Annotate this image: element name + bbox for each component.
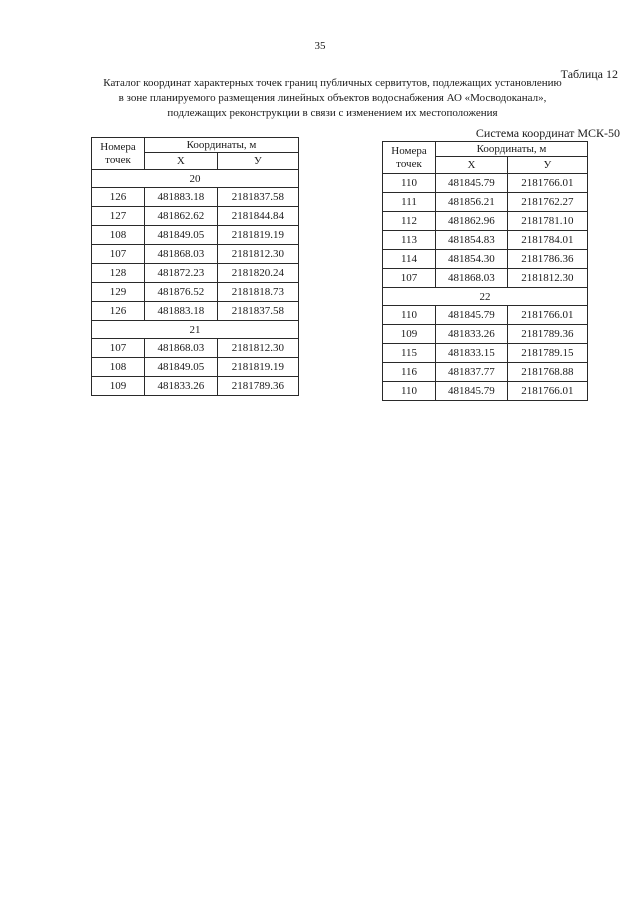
table-row: [92, 264, 299, 283]
point-number-header: [92, 138, 145, 170]
x-header: Х: [145, 153, 218, 170]
y-coordinate-cell: 2181820.24: [217, 264, 298, 283]
x-coordinate-cell: 481833.15: [436, 344, 508, 363]
coordinates-header: Координаты, м: [145, 138, 299, 153]
table-row: [383, 363, 588, 382]
group-row: [92, 170, 299, 188]
point-number-cell: 109: [383, 325, 436, 344]
point-number-cell: 126: [92, 188, 145, 207]
x-coordinate-cell: 481837.77: [436, 363, 508, 382]
point-number-cell: 116: [383, 363, 436, 382]
table-row: [383, 344, 588, 363]
y-coordinate-cell: 2181818.73: [217, 283, 298, 302]
point-number-header: [383, 142, 436, 174]
y-coordinate-cell: 2181766.01: [507, 174, 587, 193]
table-row: [383, 250, 588, 269]
table-row: [92, 207, 299, 226]
table-row: [383, 231, 588, 250]
group-label: 21: [92, 321, 299, 339]
point-number-cell: 110: [383, 382, 436, 401]
y-coordinate-cell: 2181812.30: [217, 245, 298, 264]
coordinate-system: Система координат МСК-50: [475, 126, 620, 140]
point-number-cell: 110: [383, 306, 436, 325]
header-text: Номера: [391, 144, 427, 157]
coordinates-table-right: [382, 141, 588, 401]
point-number-cell: 114: [383, 250, 436, 269]
point-number-cell: 111: [383, 193, 436, 212]
y-coordinate-cell: 2181789.36: [507, 325, 587, 344]
y-coordinate-cell: 2181784.01: [507, 231, 587, 250]
header-text: Номера: [100, 140, 136, 153]
point-number-cell: 115: [383, 344, 436, 363]
table-row: [383, 212, 588, 231]
y-coordinate-cell: 2181766.01: [507, 382, 587, 401]
table-row: [92, 188, 299, 207]
x-coordinate-cell: 481856.21: [436, 193, 508, 212]
point-number-cell: 129: [92, 283, 145, 302]
y-coordinate-cell: 2181844.84: [217, 207, 298, 226]
point-number-cell: 110: [383, 174, 436, 193]
point-number-cell: 107: [383, 269, 436, 288]
y-coordinate-cell: 2181819.19: [217, 358, 298, 377]
table-row: [92, 302, 299, 321]
table-row: [383, 269, 588, 288]
group-row: [92, 321, 299, 339]
x-coordinate-cell: 481876.52: [145, 283, 218, 302]
y-coordinate-cell: 2181768.88: [507, 363, 587, 382]
x-coordinate-cell: 481854.30: [436, 250, 508, 269]
table-row: [383, 193, 588, 212]
y-coordinate-cell: 2181781.10: [507, 212, 587, 231]
point-number-cell: 108: [92, 358, 145, 377]
x-coordinate-cell: 481845.79: [436, 306, 508, 325]
point-number-cell: 113: [383, 231, 436, 250]
coordinates-table-left: [91, 137, 299, 396]
table-caption: [70, 76, 595, 121]
x-coordinate-cell: 481883.18: [145, 302, 218, 321]
y-coordinate-cell: 2181812.30: [507, 269, 587, 288]
x-coordinate-cell: 481845.79: [436, 174, 508, 193]
x-coordinate-cell: 481862.96: [436, 212, 508, 231]
point-number-cell: 127: [92, 207, 145, 226]
y-coordinate-cell: 2181789.15: [507, 344, 587, 363]
table-row: [92, 226, 299, 245]
x-coordinate-cell: 481868.03: [145, 245, 218, 264]
y-coordinate-cell: 2181766.01: [507, 306, 587, 325]
table-row: [92, 358, 299, 377]
point-number-cell: 112: [383, 212, 436, 231]
caption-line: Каталог координат характерных точек границ публичных сервитутов, подлежащих установлению: [103, 77, 562, 89]
x-coordinate-cell: 481833.26: [145, 377, 218, 396]
y-coordinate-cell: 2181786.36: [507, 250, 587, 269]
table-row: [92, 245, 299, 264]
table-row: [383, 306, 588, 325]
coordinates-header: Координаты, м: [436, 142, 588, 157]
table-row: [92, 283, 299, 302]
y-coordinate-cell: 2181812.30: [217, 339, 298, 358]
group-row: [383, 288, 588, 306]
x-coordinate-cell: 481833.26: [436, 325, 508, 344]
y-coordinate-cell: 2181789.36: [217, 377, 298, 396]
x-coordinate-cell: 481845.79: [436, 382, 508, 401]
y-header: У: [217, 153, 298, 170]
x-coordinate-cell: 481868.03: [436, 269, 508, 288]
group-label: 22: [383, 288, 588, 306]
table-row: [92, 377, 299, 396]
group-label: 20: [92, 170, 299, 188]
table-body: [92, 170, 299, 396]
page-number: 35: [314, 40, 326, 52]
x-coordinate-cell: 481872.23: [145, 264, 218, 283]
point-number-cell: 128: [92, 264, 145, 283]
y-coordinate-cell: 2181837.58: [217, 302, 298, 321]
y-coordinate-cell: 2181762.27: [507, 193, 587, 212]
x-coordinate-cell: 481883.18: [145, 188, 218, 207]
point-number-cell: 107: [92, 339, 145, 358]
x-header: Х: [436, 157, 508, 174]
x-coordinate-cell: 481868.03: [145, 339, 218, 358]
table-body: [383, 174, 588, 401]
point-number-cell: 107: [92, 245, 145, 264]
point-number-cell: 126: [92, 302, 145, 321]
table-row: [92, 339, 299, 358]
x-coordinate-cell: 481849.05: [145, 226, 218, 245]
x-coordinate-cell: 481849.05: [145, 358, 218, 377]
x-coordinate-cell: 481854.83: [436, 231, 508, 250]
table-row: [383, 325, 588, 344]
point-number-cell: 109: [92, 377, 145, 396]
table-row: [383, 174, 588, 193]
y-coordinate-cell: 2181819.19: [217, 226, 298, 245]
table-row: [383, 382, 588, 401]
point-number-cell: 108: [92, 226, 145, 245]
y-header: У: [507, 157, 587, 174]
y-coordinate-cell: 2181837.58: [217, 188, 298, 207]
caption-line: подлежащих реконструкции в связи с изменением их местоположения: [167, 107, 498, 119]
x-coordinate-cell: 481862.62: [145, 207, 218, 226]
header-text: точек: [105, 153, 131, 166]
caption-line: в зоне планируемого размещения линейных объектов водоснабжения АО «Мосводоканал»,: [118, 92, 547, 104]
table-label: Таблица 12: [560, 67, 618, 81]
header-text: точек: [396, 157, 422, 170]
